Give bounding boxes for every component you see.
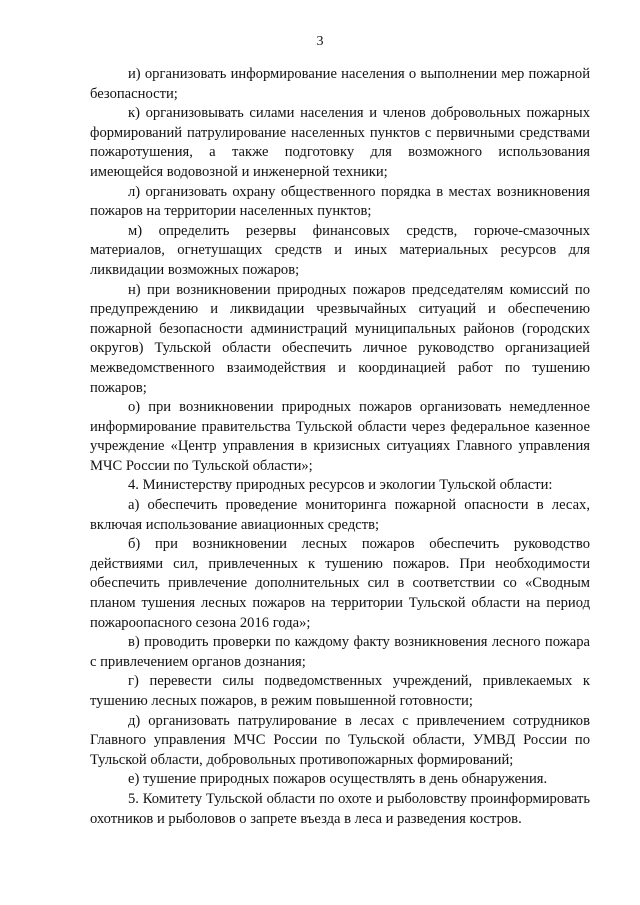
paragraph-item-e: е) тушение природных пожаров осуществлять в день обнаружения. <box>128 771 548 788</box>
document-body <box>90 65 590 829</box>
paragraph-item-i: и) организовать информирование населения о выполнении мер пожарной безопасности; <box>90 66 590 102</box>
paragraph-item-o: о) при возникновении природных пожаров организовать немедленное информирование правительства Тульской области через федеральное казенное учреждение «Центр управления в кризисных ситуациях Главного управления МЧС России по Тульской области»; <box>90 399 590 474</box>
paragraph-item-a: а) обеспечить проведение мониторинга пожарной опасности в лесах, включая использование авиационных средств; <box>90 497 590 533</box>
paragraph-item-d: д) организовать патрулирование в лесах с привлечением сотрудников Главного управления МЧС России по Тульской области, УМВД России по Тульской области, добровольных противопожарных формирований; <box>90 712 590 768</box>
paragraph-item-m: м) определить резервы финансовых средств, горюче-смазочных материалов, огнетушащих средств и иных материальных ресурсов для ликвидации возможных пожаров; <box>90 222 590 278</box>
paragraph-item-l: л) организовать охрану общественного порядка в местах возникновения пожаров на территории населенных пунктов; <box>90 183 590 220</box>
paragraph-item-v: в) проводить проверки по каждому факту возникновения лесного пожара с привлечением органов дознания; <box>90 634 590 670</box>
paragraph-item-b: б) при возникновении лесных пожаров обеспечить руководство действиями сил, привлеченных к тушению пожаров. При необходимости обеспечить привлечение дополнительных сил в соответствии со «Сводным планом тушения лесных пожаров на территории Тульской области на период пожароопасного сезона 2016 года»; <box>90 536 590 631</box>
paragraph-item-g: г) перевести силы подведомственных учреждений, привлекаемых к тушению лесных пожаров, в режим повышенной готовности; <box>90 673 590 709</box>
page-number: 3 <box>316 34 324 49</box>
paragraph-item-k: к) организовывать силами населения и членов добровольных пожарных формирований патрулирование населенных пунктов с первичными средствами пожаротушения, а также подготовку для возможного использования имеющейся водовозной и инженерной техники; <box>90 105 590 180</box>
section-4-heading: 4. Министерству природных ресурсов и экологии Тульской области: <box>128 477 553 494</box>
paragraph-item-n: н) при возникновении природных пожаров председателям комиссий по предупреждению и ликвидации чрезвычайных ситуаций и обеспечению пожарной безопасности администраций муниципальных районов (городских округов) Тульской области обеспечить личное руководство организацией межведомственного взаимодействия и координацией работ по тушению пожаров; <box>90 281 590 396</box>
section-5-paragraph: 5. Комитету Тульской области по охоте и рыболовству проинформировать охотников и рыболовов о запрете въезда в леса и разведения костров. <box>90 790 590 827</box>
